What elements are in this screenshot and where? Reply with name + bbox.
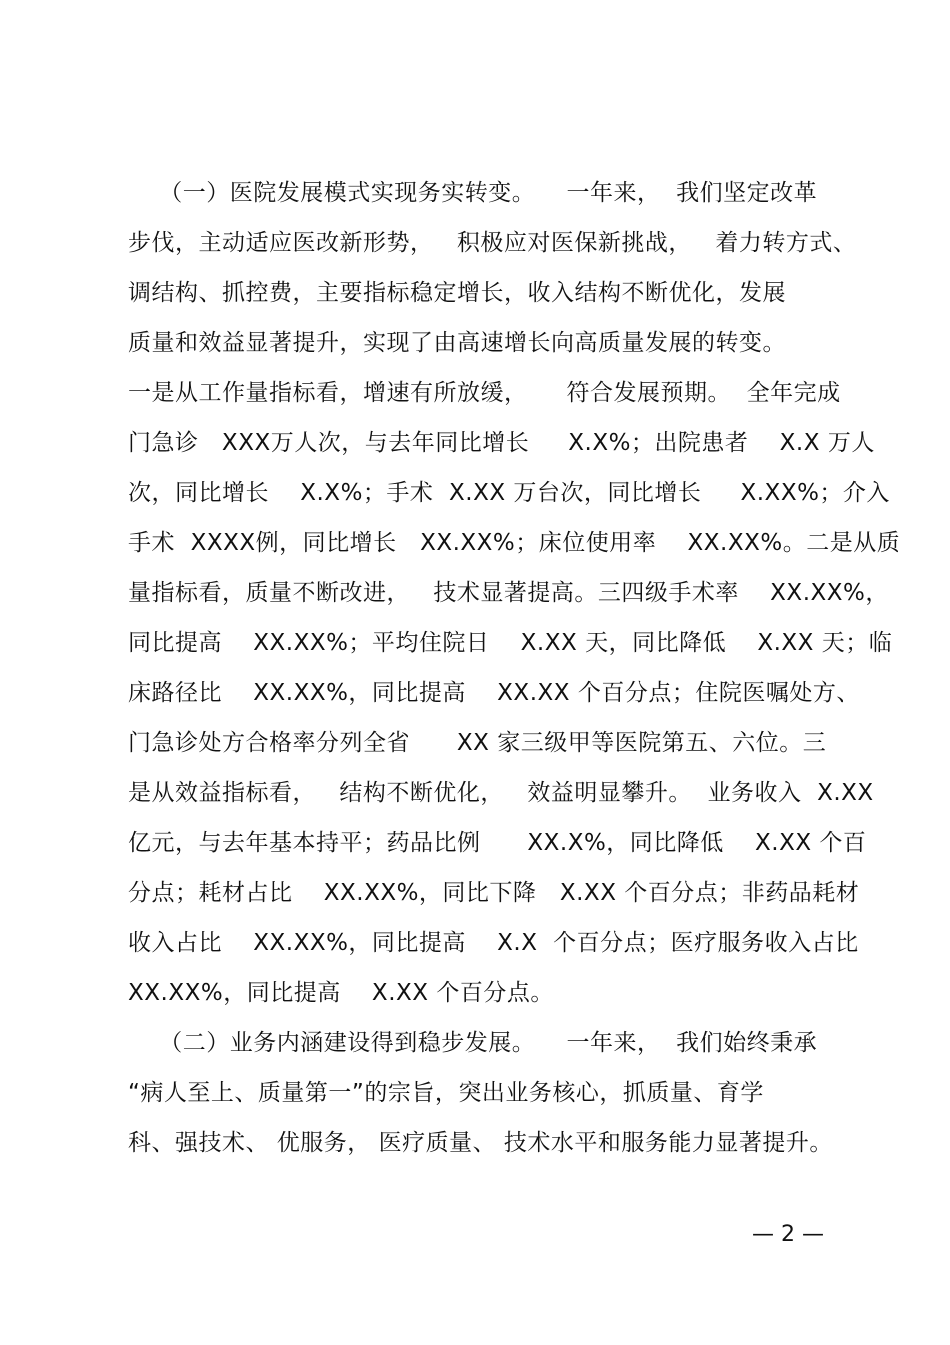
text-line-12: 门急诊处方合格率分列全省 XX 家三级甲等医院第五、六位。三: [128, 730, 827, 756]
text-line-8: 手术 XXXX例，同比增长 XX.XX%；床位使用率 XX.XX%。二是从质: [128, 530, 901, 556]
text-line-9: 量指标看，质量不断改进， 技术显著提高。三四级手术率 XX.XX%，: [128, 580, 889, 606]
text-line-16: 收入占比 XX.XX%，同比提高 X.X 个百分点；医疗服务收入占比: [128, 930, 859, 956]
text-line-6: 门急诊 XXX万人次，与去年同比增长 X.X%；出院患者 X.X 万人: [128, 430, 875, 456]
text-line-4: 质量和效益显著提升，实现了由高速增长向高质量发展的转变。: [128, 330, 786, 356]
text-line-3: 调结构、抓控费，主要指标稳定增长，收入结构不断优化，发展: [128, 280, 786, 306]
page-number: — 2 —: [752, 1222, 824, 1247]
text-line-10: 同比提高 XX.XX%；平均住院日 X.XX 天，同比降低 X.XX 天；临: [128, 630, 893, 656]
text-line-15: 分点；耗材占比 XX.XX%，同比下降 X.XX 个百分点；非药品耗材: [128, 880, 860, 906]
text-line-7: 次，同比增长 X.X%；手术 X.XX 万台次，同比增长 X.XX%；介入: [128, 480, 890, 506]
text-line-18: （二）业务内涵建设得到稳步发展。 一年来， 我们始终秉承: [128, 1030, 818, 1056]
text-line-2: 步伐，主动适应医改新形势， 积极应对医保新挑战， 着力转方式、: [128, 230, 857, 256]
text-line-20: 科、强技术、 优服务， 医疗质量、 技术水平和服务能力显著提升。: [128, 1130, 833, 1156]
text-line-11: 床路径比 XX.XX%，同比提高 XX.XX 个百分点；住院医嘱处方、: [128, 680, 860, 706]
text-line-17: XX.XX%，同比提高 X.XX 个百分点。: [128, 980, 554, 1006]
text-line-13: 是从效益指标看， 结构不断优化， 效益明显攀升。 业务收入 X.XX: [128, 780, 874, 806]
text-line-1: （一）医院发展模式实现务实转变。 一年来， 我们坚定改革: [128, 180, 818, 206]
text-line-5: 一是从工作量指标看，增速有所放缓， 符合发展预期。 全年完成: [128, 380, 841, 406]
text-line-19: “病人至上、质量第一”的宗旨，突出业务核心，抓质量、育学: [128, 1080, 764, 1106]
text-line-14: 亿元，与去年基本持平；药品比例 XX.X%，同比降低 X.XX 个百: [128, 830, 867, 856]
